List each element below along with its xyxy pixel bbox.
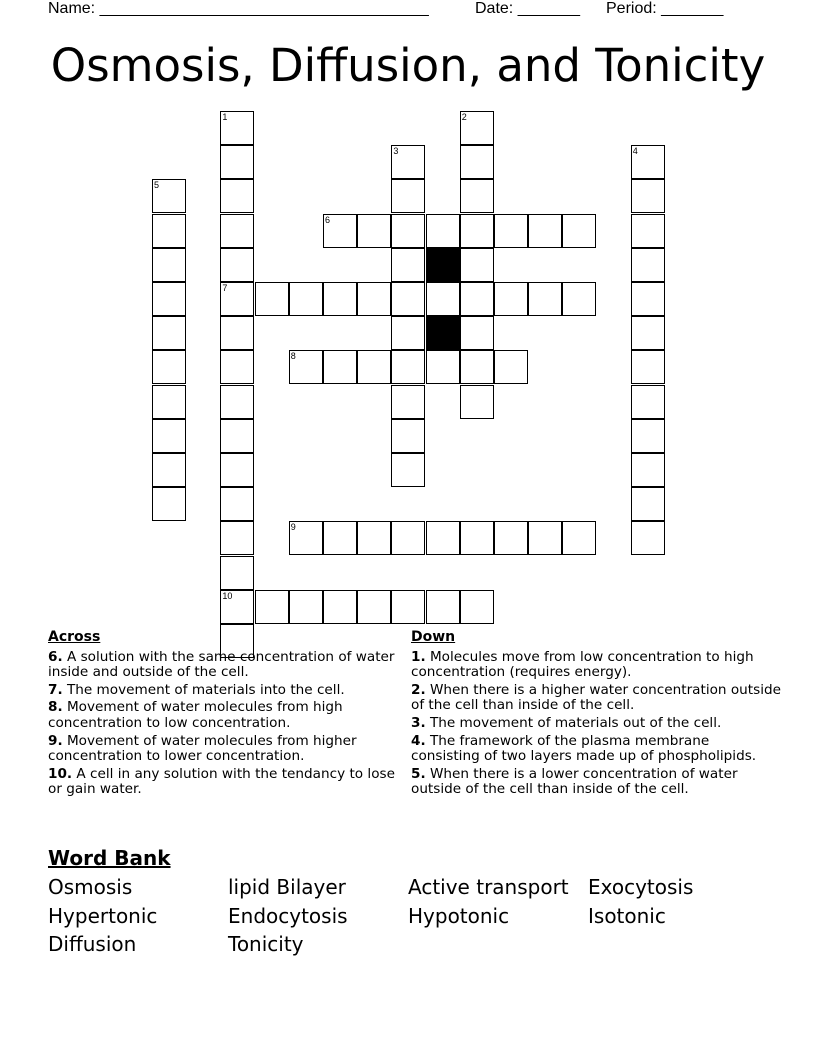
crossword-cell[interactable] — [460, 350, 494, 384]
word-bank-item: lipid Bilayer — [228, 875, 346, 899]
crossword-cell[interactable] — [460, 282, 494, 316]
clue-number: 7 — [222, 283, 228, 293]
crossword-cell[interactable] — [152, 419, 186, 453]
crossword-cell[interactable] — [562, 214, 596, 248]
crossword-cell[interactable] — [357, 521, 391, 555]
crossword-cell[interactable] — [426, 521, 460, 555]
crossword-cell[interactable] — [426, 590, 460, 624]
clue-text: Movement of water molecules from higher concentration to lower concentration. — [48, 732, 357, 765]
crossword-cell[interactable] — [152, 248, 186, 282]
period-field[interactable]: Period: _______ — [606, 0, 724, 17]
word-bank-item: Isotonic — [588, 903, 666, 928]
clue-label: 7. — [48, 681, 63, 698]
crossword-cell[interactable] — [152, 385, 186, 419]
crossword-cell[interactable] — [460, 214, 494, 248]
crossword-cell[interactable] — [220, 248, 254, 282]
crossword-cell[interactable] — [220, 453, 254, 487]
clue-text: A solution with the same concentration of water inside and outside of the cell. — [48, 648, 395, 681]
down-clue — [411, 650, 781, 681]
crossword-cell[interactable] — [323, 282, 357, 316]
crossword-cell[interactable] — [220, 350, 254, 384]
crossword-cell[interactable] — [220, 145, 254, 179]
crossword-cell[interactable] — [460, 590, 494, 624]
crossword-cell[interactable] — [391, 282, 425, 316]
word-bank-item: Hypertonic — [48, 903, 158, 928]
crossword-cell[interactable] — [391, 214, 425, 248]
crossword-cell[interactable] — [460, 111, 494, 145]
crossword-cell[interactable] — [220, 111, 254, 145]
clue-label: 4. — [411, 732, 426, 749]
clue-label: 9. — [48, 732, 63, 749]
crossword-cell[interactable] — [631, 214, 665, 248]
crossword-cell[interactable] — [631, 385, 665, 419]
clue-number: 2 — [461, 112, 467, 122]
header-fields — [48, 0, 768, 20]
crossword-cell[interactable] — [460, 179, 494, 213]
down-clues — [411, 630, 781, 800]
word-bank-item: Exocytosis — [588, 875, 694, 899]
clue-number: 5 — [154, 180, 160, 191]
crossword-cell[interactable] — [494, 214, 528, 248]
crossword-cell[interactable] — [631, 350, 665, 384]
page-title: Osmosis, Diffusion, and Tonicity — [50, 39, 766, 92]
crossword-cell[interactable] — [220, 316, 254, 350]
crossword-cell[interactable] — [494, 521, 528, 555]
crossword-cell[interactable] — [391, 419, 425, 453]
clue-text: A cell in any solution with the tendancy to lose or gain water. — [48, 765, 395, 798]
crossword-cell[interactable] — [391, 316, 425, 350]
clue-number: 3 — [393, 146, 399, 157]
crossword-cell[interactable] — [152, 179, 186, 213]
clue-number: 6 — [325, 214, 331, 225]
crossword-cell[interactable] — [391, 385, 425, 419]
crossword-block — [426, 248, 460, 282]
clue-label: 5. — [411, 765, 426, 782]
crossword-cell[interactable] — [391, 145, 425, 179]
crossword-cell[interactable] — [220, 556, 254, 590]
clue-text: When there is a higher water concentration outside of the cell than inside of the cell. — [411, 681, 781, 714]
crossword-cell[interactable] — [220, 419, 254, 453]
crossword-cell[interactable] — [289, 282, 323, 316]
clue-text: When there is a lower concentration of water outside of the cell than inside of the cell. — [411, 765, 738, 798]
crossword-cell[interactable] — [391, 248, 425, 282]
crossword-cell[interactable] — [631, 145, 665, 179]
across-clue — [48, 650, 398, 681]
crossword-cell[interactable] — [426, 282, 460, 316]
crossword-cell[interactable] — [220, 487, 254, 521]
down-clue — [411, 734, 781, 765]
crossword-cell[interactable] — [220, 590, 254, 624]
clue-text: The framework of the plasma membrane consisting of two layers made up of phospholipids. — [411, 732, 757, 765]
crossword-cell[interactable] — [323, 214, 357, 248]
crossword-cell[interactable] — [631, 487, 665, 521]
crossword-cell[interactable] — [631, 316, 665, 350]
crossword-cell[interactable] — [631, 521, 665, 555]
crossword-cell[interactable] — [426, 214, 460, 248]
crossword-cell[interactable] — [152, 487, 186, 521]
name-field[interactable]: Name: _____________________________________ — [48, 0, 429, 17]
crossword-cell[interactable] — [357, 214, 391, 248]
across-clue — [48, 767, 398, 798]
clue-text: The movement of materials into the cell. — [66, 681, 345, 698]
crossword-cell[interactable] — [357, 350, 391, 384]
crossword-cell[interactable] — [494, 350, 528, 384]
clue-label: 8. — [48, 699, 63, 716]
clue-label: 3. — [411, 714, 426, 731]
down-clue — [411, 767, 781, 798]
crossword-cell[interactable] — [255, 282, 289, 316]
crossword-cell[interactable] — [152, 453, 186, 487]
crossword-cell[interactable] — [391, 590, 425, 624]
crossword-cell[interactable] — [460, 385, 494, 419]
clue-label: 10. — [48, 765, 73, 782]
clue-number: 9 — [290, 522, 296, 533]
crossword-cell[interactable] — [220, 214, 254, 248]
crossword-cell[interactable] — [323, 590, 357, 624]
word-bank-item: Osmosis — [48, 875, 133, 899]
word-bank-item: Diffusion — [48, 932, 137, 956]
clue-text: Movement of water molecules from high concentration to low concentration. — [48, 699, 343, 731]
across-heading: Across — [48, 629, 101, 645]
clue-number: 1 — [222, 112, 228, 122]
across-clues — [48, 630, 398, 800]
crossword-cell[interactable] — [528, 521, 562, 555]
word-bank-item: Hypotonic — [408, 903, 510, 928]
crossword-cell[interactable] — [289, 521, 323, 555]
crossword-cell[interactable] — [357, 590, 391, 624]
word-bank-heading: Word Bank — [48, 846, 171, 870]
crossword-cell[interactable] — [152, 316, 186, 350]
down-clue — [411, 716, 781, 732]
clue-text: Molecules move from low concentration to high concentration (requires energy). — [411, 648, 754, 681]
crossword-cell[interactable] — [528, 214, 562, 248]
clue-text: The movement of materials out of the cell. — [429, 714, 722, 731]
crossword-cell[interactable] — [426, 350, 460, 384]
crossword-cell[interactable] — [152, 350, 186, 384]
crossword-cell[interactable] — [323, 350, 357, 384]
crossword-cell[interactable] — [631, 419, 665, 453]
down-heading: Down — [411, 629, 456, 645]
crossword-cell[interactable] — [494, 282, 528, 316]
crossword-cell[interactable] — [391, 453, 425, 487]
word-bank-item: Tonicity — [228, 932, 304, 956]
crossword-cell[interactable] — [528, 282, 562, 316]
crossword-cell[interactable] — [562, 282, 596, 316]
crossword-cell[interactable] — [391, 179, 425, 213]
crossword-cell[interactable] — [220, 179, 254, 213]
crossword-cell[interactable] — [255, 590, 289, 624]
crossword-cell[interactable] — [289, 350, 323, 384]
crossword-cell[interactable] — [631, 248, 665, 282]
crossword-cell[interactable] — [631, 453, 665, 487]
crossword-cell[interactable] — [152, 282, 186, 316]
down-clue — [411, 683, 781, 714]
clue-label: 6. — [48, 648, 63, 665]
word-bank-item: Active transport — [408, 875, 569, 899]
clue-number: 4 — [632, 146, 638, 157]
crossword-cell[interactable] — [460, 248, 494, 282]
across-clue — [48, 700, 398, 731]
clue-label: 2. — [411, 681, 426, 698]
crossword-cell[interactable] — [323, 521, 357, 555]
across-clue — [48, 734, 398, 765]
crossword-cell[interactable] — [357, 282, 391, 316]
clue-number: 8 — [290, 351, 296, 362]
crossword-cell[interactable] — [289, 590, 323, 624]
crossword-cell[interactable] — [152, 214, 186, 248]
crossword-cell[interactable] — [631, 282, 665, 316]
crossword-cell[interactable] — [460, 521, 494, 555]
crossword-cell[interactable] — [220, 385, 254, 419]
crossword-cell[interactable] — [562, 521, 596, 555]
crossword-cell[interactable] — [460, 316, 494, 350]
crossword-cell[interactable] — [391, 350, 425, 384]
word-bank — [48, 845, 768, 959]
word-bank-item: Endocytosis — [228, 903, 348, 928]
clue-label: 1. — [411, 648, 426, 665]
crossword-block — [426, 316, 460, 350]
clue-number: 10 — [222, 590, 233, 601]
crossword-cell[interactable] — [220, 282, 254, 316]
crossword-cell[interactable] — [631, 179, 665, 213]
crossword-cell[interactable] — [220, 521, 254, 555]
across-clue — [48, 683, 398, 699]
crossword-cell[interactable] — [460, 145, 494, 179]
date-field[interactable]: Date: _______ — [475, 0, 580, 17]
crossword-cell[interactable] — [391, 521, 425, 555]
